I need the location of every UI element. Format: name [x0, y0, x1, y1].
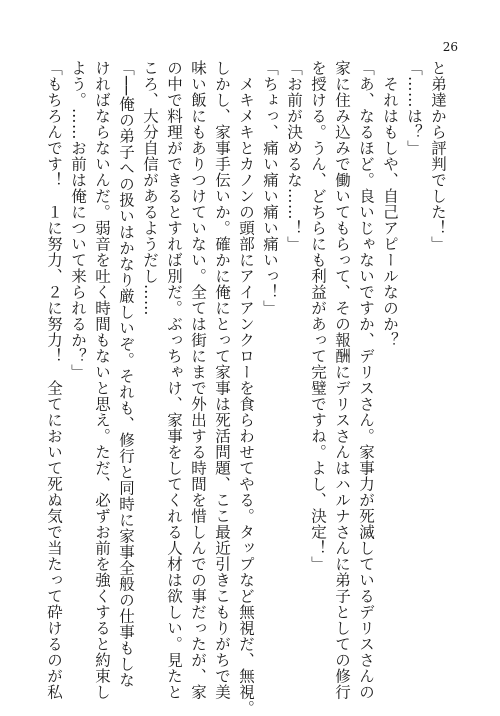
text-line: ころ、大分自信があるようだし…… — [141, 60, 159, 316]
text-line: 「お前が決めるな……！」 — [285, 60, 303, 252]
novel-text-block — [42, 60, 450, 716]
text-line: を授ける。うん、どちらにも利益があって完璧ですね。よし、決定！」 — [309, 60, 327, 572]
text-line: よう。……お前は俺について来られるか？」 — [69, 60, 87, 380]
text-line: ければならないんだ。弱音を吐く時間もないと思え。ただ、必ずお前を強くすると約束し — [93, 60, 111, 700]
text-line: 「ちょっ、痛い痛い痛い痛いっ！」 — [261, 60, 279, 316]
text-line: それはもしや、自己アピールなのか？ — [381, 60, 399, 348]
text-line: メキメキとカノンの頭部にアイアンクローを食らわせてやる。タップなど無視だ、無視。 — [237, 60, 255, 716]
text-line: 「──俺の弟子への扱いはかなり厳しいぞ。それも、修行と同時に家事全般の仕事もしな — [117, 60, 135, 688]
text-line: 「あ、なるほど。良いじゃないですか、デリスさん。家事力が死滅しているデリスさんの — [357, 60, 375, 700]
text-line: 味い飯にもありつけていない。全ては街にまで外出する時間を惜しんでの事だったが、家 — [189, 60, 207, 700]
page-number: 26 — [442, 40, 458, 54]
text-line: 「……は？」 — [405, 60, 423, 156]
text-line: の中で料理ができるとすれば別だ。ぶっちゃけ、家事をしてくれる人材は欲しい。見たと — [165, 60, 183, 700]
text-line: と弟達から評判でした！」 — [429, 60, 447, 252]
text-line: しかし、家事手伝いか。確かに俺にとって家事は死活問題、ここ最近引きこもりがちで美 — [213, 60, 231, 700]
text-line: 「もちろんです！ １に努力、２に努力！ 全てにおいて死ぬ気で当たって砕けるのが私 — [45, 60, 63, 700]
text-line: 家に住み込みで働いてもらって、その報酬にデリスさんはハルナさんに弟子としての修行 — [333, 60, 351, 700]
